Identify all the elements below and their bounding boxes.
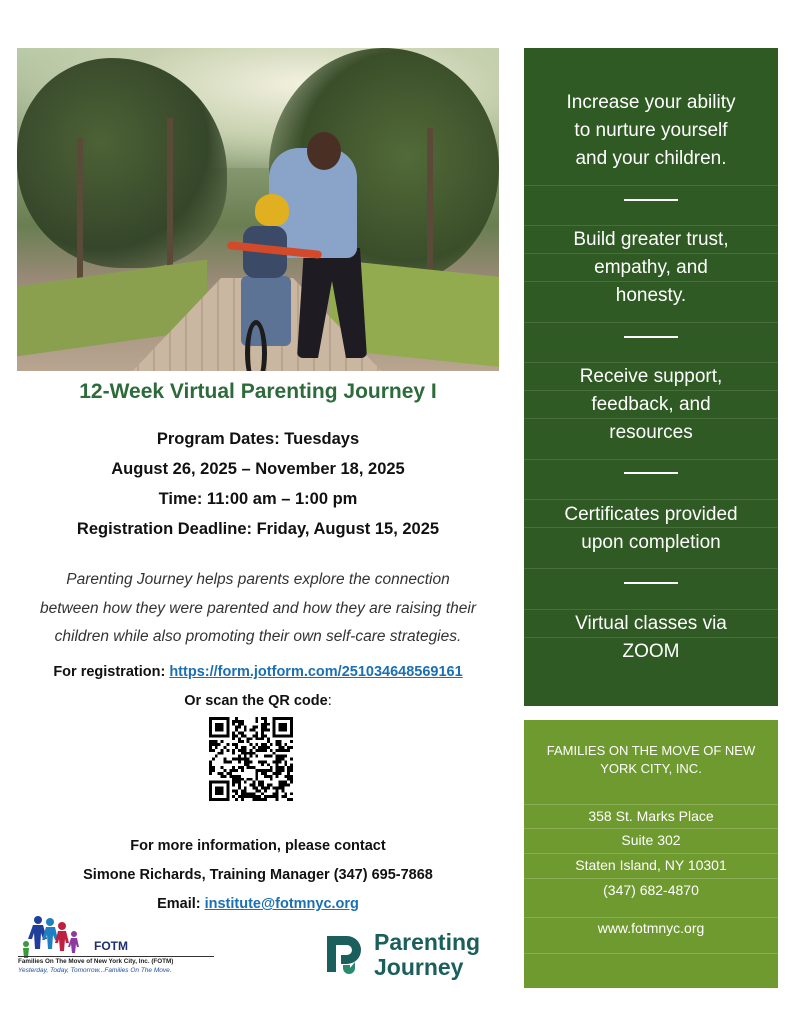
benefit-line: to nurture yourself	[574, 120, 728, 141]
photo-tree-trunk	[77, 138, 83, 288]
fotm-label: FOTM	[94, 939, 128, 953]
org-street: 358 St. Marks Place	[588, 808, 714, 824]
description-line: between how they were parented and how they are raising their	[40, 599, 476, 617]
program-description	[10, 566, 506, 652]
panel-row-line	[524, 953, 778, 954]
benefit-line: feedback, and	[591, 394, 711, 415]
email-link[interactable]: institute@fotmnyc.org	[204, 896, 359, 912]
panel-row-line	[524, 804, 778, 805]
parenting-journey-logo-icon	[325, 932, 369, 976]
benefit-line: honesty.	[615, 285, 687, 306]
org-phone: (347) 682-4870	[603, 882, 699, 898]
panel-row-line	[524, 185, 778, 186]
email-label: Email:	[157, 896, 205, 912]
pj-wordmark-line2: Journey	[374, 954, 464, 980]
program-title: 12-Week Virtual Parenting Journey I	[79, 380, 437, 403]
benefit-line: Increase your ability	[566, 92, 736, 113]
program-time: Time: 11:00 am – 1:00 pm	[158, 490, 358, 508]
parenting-journey-wordmark	[374, 930, 480, 980]
photo-adult-head	[307, 132, 341, 170]
program-details	[17, 424, 499, 544]
benefit-line: Virtual classes via	[575, 613, 727, 634]
qr-code[interactable]	[209, 717, 293, 801]
benefit-separator	[624, 336, 678, 338]
benefit-line: resources	[609, 422, 693, 443]
panel-row-line	[524, 878, 778, 879]
benefits-panel	[524, 48, 778, 706]
benefit-separator	[624, 472, 678, 474]
scan-qr-line	[17, 693, 499, 709]
benefit-trust	[524, 226, 778, 310]
panel-row-line	[524, 853, 778, 854]
registration-label: For registration:	[53, 664, 170, 680]
description-line: children while also promoting their own self-care strategies.	[54, 628, 462, 645]
contact-intro: For more information, please contact	[130, 838, 386, 854]
organization-name	[524, 742, 778, 778]
benefit-line: empathy, and	[594, 257, 708, 278]
benefit-line: ZOOM	[622, 641, 680, 662]
org-city: Staten Island, NY 10301	[575, 857, 727, 873]
photo-tree-trunk	[427, 128, 433, 288]
benefit-line: and your children.	[575, 148, 727, 169]
panel-row-line	[524, 917, 778, 918]
scan-colon: :	[327, 693, 332, 709]
benefit-line: Receive support,	[579, 366, 723, 387]
hero-photo-father-teaching-child-bike	[17, 48, 499, 371]
panel-row-line	[524, 499, 778, 500]
benefit-nurture	[524, 89, 778, 173]
scan-label: Or scan the QR code	[184, 693, 328, 709]
photo-child-helmet	[255, 194, 289, 226]
benefit-line: Certificates provided	[564, 504, 738, 525]
panel-row-line	[524, 459, 778, 460]
photo-tree-trunk	[167, 118, 173, 288]
registration-line	[17, 664, 499, 680]
benefit-certificates	[524, 501, 778, 557]
program-days: Program Dates: Tuesdays	[156, 430, 360, 448]
org-website[interactable]: www.fotmnyc.org	[597, 920, 705, 936]
registration-link[interactable]: https://form.jotform.com/251034648569161	[169, 664, 463, 680]
org-name-line: FAMILIES ON THE MOVE OF NEW	[546, 743, 756, 758]
panel-row-line	[524, 322, 778, 323]
panel-row-line	[524, 828, 778, 829]
registration-deadline: Registration Deadline: Friday, August 15, 2025	[76, 520, 440, 538]
benefit-separator	[624, 199, 678, 201]
org-suite: Suite 302	[621, 832, 681, 848]
benefit-line: Build greater trust,	[573, 229, 729, 250]
benefit-line: upon completion	[581, 532, 721, 553]
fotm-tagline: Yesterday, Today, Tomorrow...Families On The Move.	[18, 967, 172, 974]
fotm-full-name: Families On The Move of New York City, Inc. (FOTM)	[18, 958, 174, 965]
pj-wordmark-line1: Parenting	[374, 929, 481, 955]
contact-person: Simone Richards, Training Manager (347) 695-7868	[83, 867, 433, 883]
description-line: Parenting Journey helps parents explore the connection	[66, 571, 450, 588]
contact-info	[17, 832, 499, 919]
fotm-divider	[18, 956, 214, 957]
benefit-separator	[624, 582, 678, 584]
program-date-range: August 26, 2025 – November 18, 2025	[111, 460, 405, 478]
benefit-support	[524, 363, 778, 447]
org-name-line: YORK CITY, INC.	[600, 761, 702, 776]
benefit-zoom	[524, 610, 778, 666]
organization-info-panel	[524, 720, 778, 988]
panel-row-line	[524, 568, 778, 569]
